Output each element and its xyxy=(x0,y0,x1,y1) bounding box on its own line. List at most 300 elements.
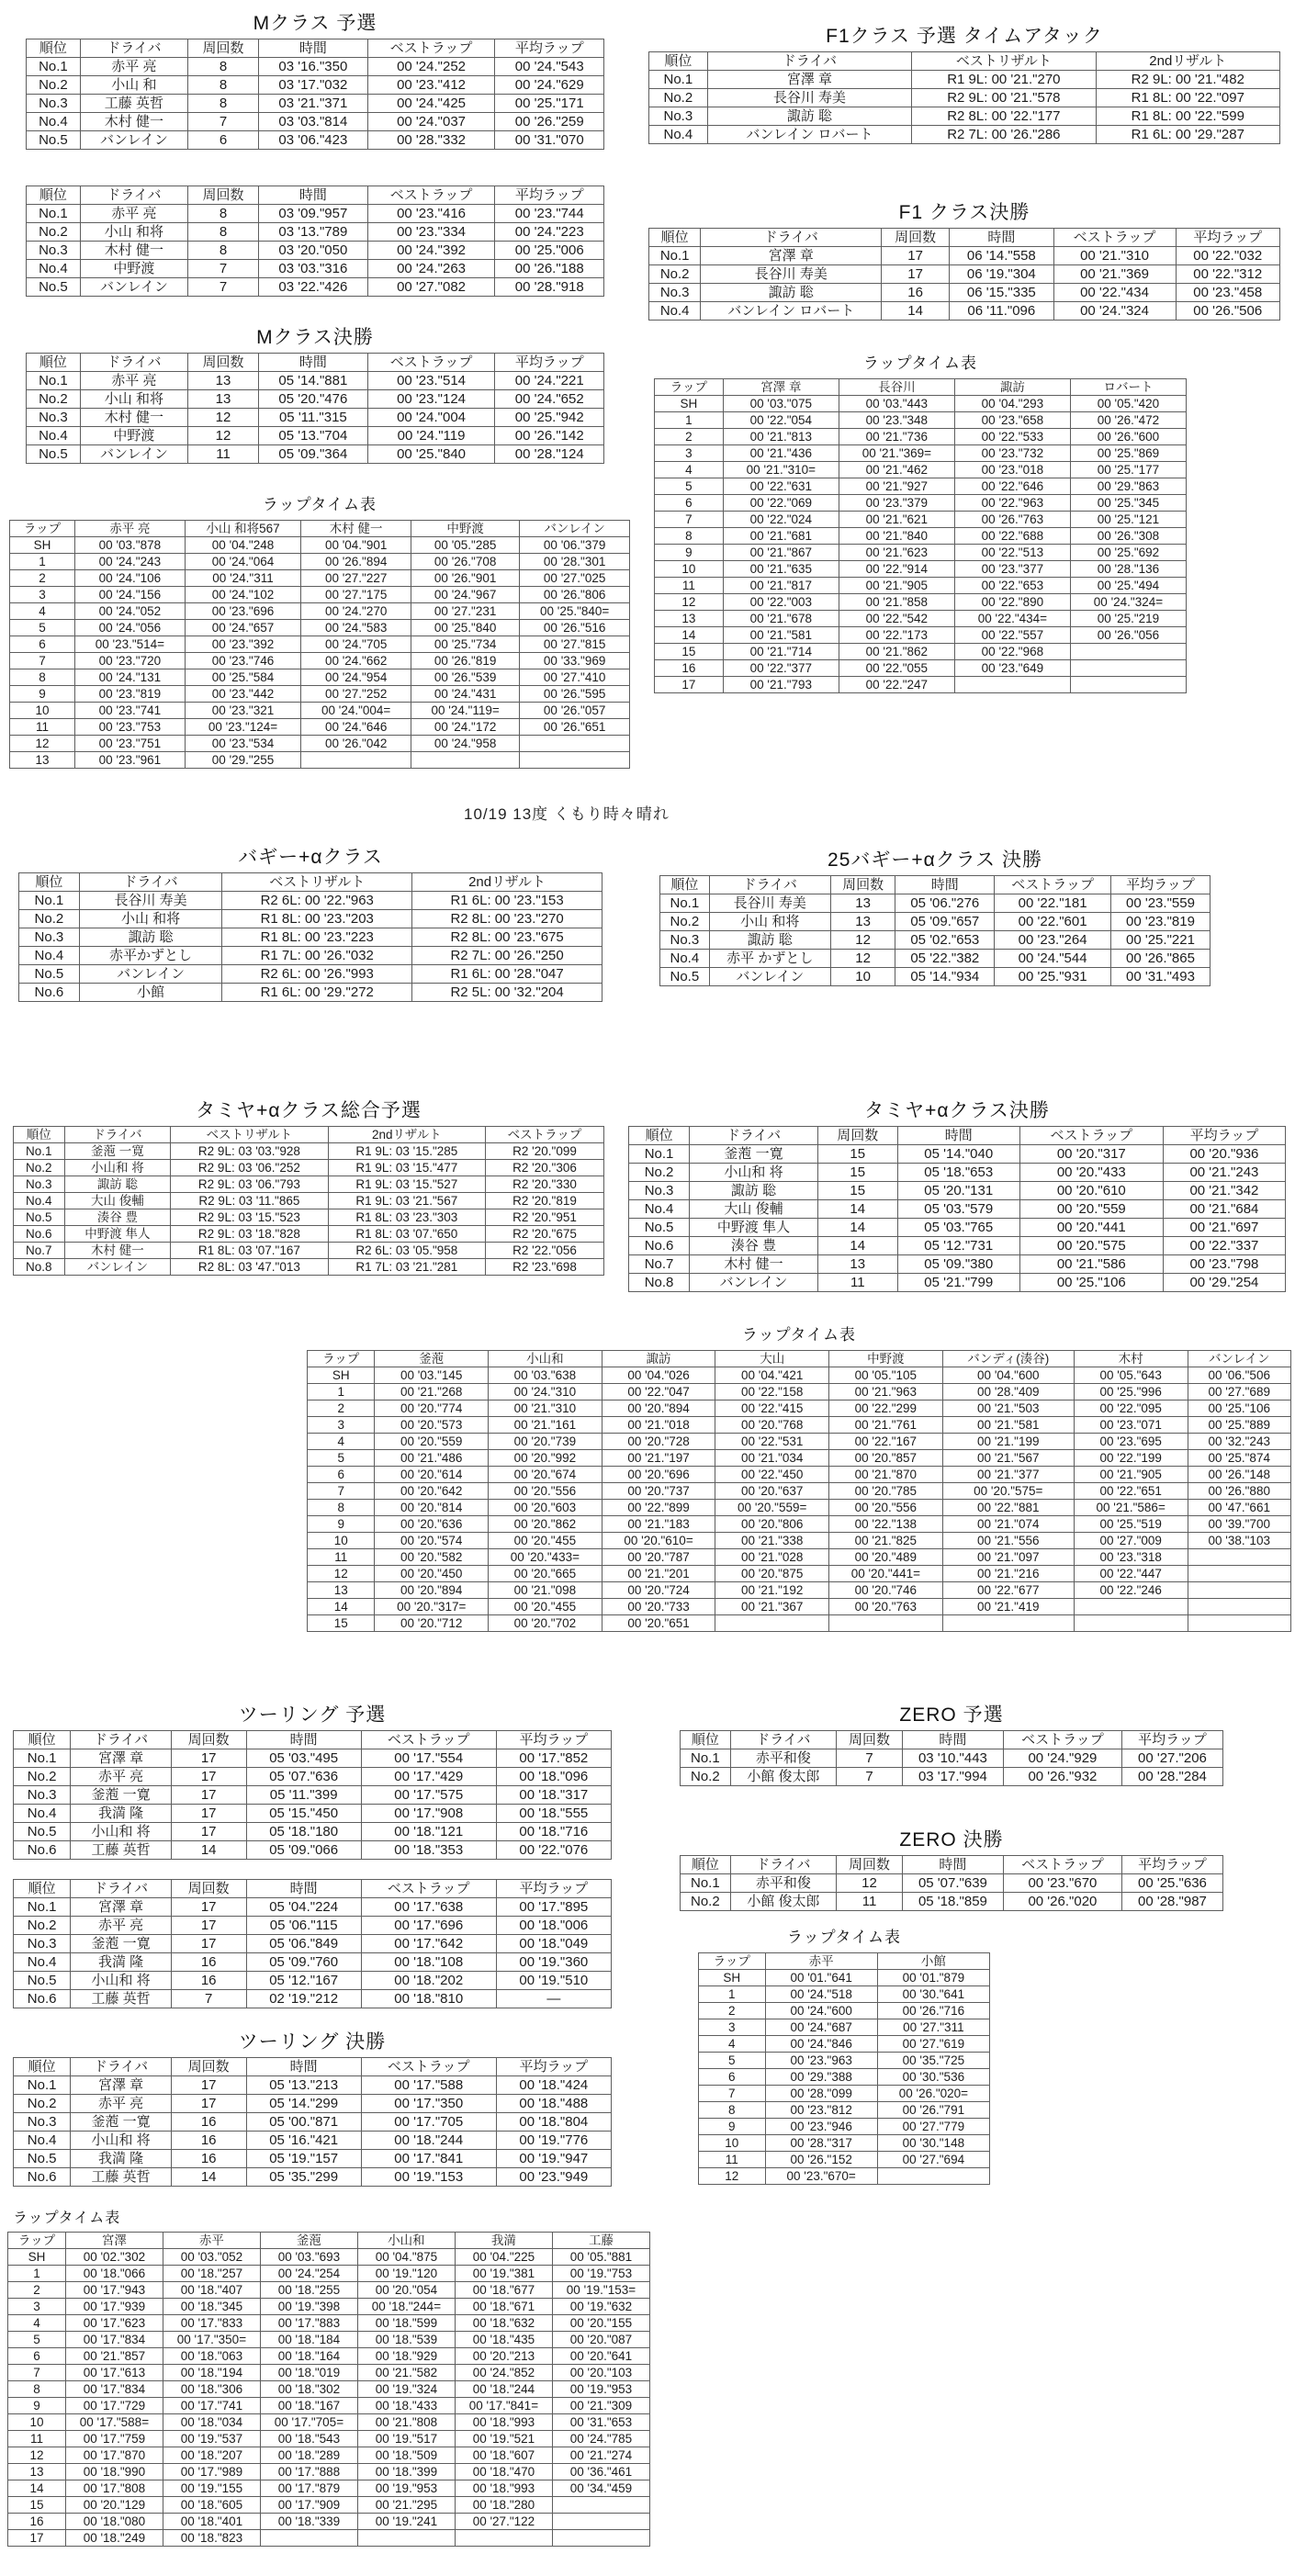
header-cell: ラップ xyxy=(655,379,724,396)
cell: 00 '23."658 xyxy=(954,412,1070,429)
cell: バンレイン ロバート xyxy=(701,302,882,321)
table-row xyxy=(629,1255,1286,1274)
table-row xyxy=(308,1450,1291,1467)
header-cell: 時間 xyxy=(902,1731,1003,1749)
table-row xyxy=(10,669,630,686)
cell: No.2 xyxy=(649,89,708,107)
cell: 00 '26."259 xyxy=(495,113,604,131)
cell: 00 '22."181 xyxy=(995,894,1111,913)
cell: 00 '24."583 xyxy=(301,620,411,636)
cell: 00 '18."993 xyxy=(455,2414,552,2431)
cell: 00 '24."102 xyxy=(185,587,301,603)
section-tamiya-laptimes xyxy=(307,1324,1291,1632)
table-row xyxy=(8,2266,650,2282)
table-row xyxy=(699,2102,990,2119)
cell: 赤平 かずとし xyxy=(709,950,830,968)
cell: 00 '22."246 xyxy=(1074,1582,1188,1599)
touring-laptimes-table xyxy=(7,2232,650,2547)
cell xyxy=(1074,1599,1188,1615)
cell: 00 '20."636 xyxy=(375,1516,489,1533)
cell: 00 '27."815 xyxy=(520,636,630,653)
header-row xyxy=(14,1127,604,1143)
table-row xyxy=(649,126,1280,144)
cell: 10 xyxy=(8,2414,66,2431)
cell: 00 '30."536 xyxy=(877,2069,989,2086)
cell: 06 '19."304 xyxy=(950,265,1053,284)
cell: 05 '06."849 xyxy=(246,1935,361,1953)
cell: 長谷川 寿美 xyxy=(79,892,222,910)
table-row xyxy=(14,1990,612,2008)
cell: 00 '19."324 xyxy=(357,2381,455,2398)
table-row xyxy=(8,2497,650,2514)
table-row xyxy=(14,1841,612,1860)
cell xyxy=(411,752,520,769)
cell: 00 '21."486 xyxy=(375,1450,489,1467)
cell: 00 '26."056 xyxy=(1070,627,1186,644)
cell: 工藤 英哲 xyxy=(71,1841,172,1860)
table-row xyxy=(649,284,1280,302)
cell: 03 '16."350 xyxy=(259,58,367,76)
cell: No.7 xyxy=(14,1243,65,1259)
touring-qualifying-1-table xyxy=(13,1730,612,1860)
cell: 00 '25."171 xyxy=(495,95,604,113)
cell: 00 '20."129 xyxy=(65,2497,163,2514)
cell: 00 '24."263 xyxy=(367,260,495,278)
f1-qualifying-title: F1クラス 予選 タイムアタック xyxy=(826,26,1103,47)
table-row xyxy=(308,1467,1291,1483)
table-row xyxy=(308,1533,1291,1549)
cell: No.1 xyxy=(27,58,81,76)
table-row xyxy=(629,1182,1286,1200)
touring-qualifying-2-table xyxy=(13,1879,612,2008)
cell: 00 '29."388 xyxy=(765,2069,877,2086)
cell: 00 '23."744 xyxy=(495,205,604,223)
cell: 05 '12."731 xyxy=(897,1237,1019,1255)
cell: 06 '11."096 xyxy=(950,302,1053,321)
cell: 00 '21."098 xyxy=(489,1582,602,1599)
cell: 10 xyxy=(655,561,724,578)
cell: 16 xyxy=(8,2514,66,2530)
cell: 12 xyxy=(187,409,258,427)
cell: 00 '25."106 xyxy=(1019,1274,1163,1292)
cell: No.4 xyxy=(14,2132,71,2150)
cell: 00 '20."787 xyxy=(602,1549,715,1566)
cell: 00 '21."367 xyxy=(715,1599,829,1615)
cell: 00 '26."188 xyxy=(495,260,604,278)
cell: 00 '17."834 xyxy=(65,2332,163,2348)
cell: 00 '18."401 xyxy=(163,2514,260,2530)
cell: 釜萢 一寛 xyxy=(690,1145,818,1164)
cell: 15 xyxy=(817,1182,897,1200)
m-class-final-title: Mクラス決勝 xyxy=(256,327,374,348)
tamiya-final xyxy=(628,1126,1286,1292)
cell: 00 '19."241 xyxy=(357,2514,455,2530)
cell: 00 '01."879 xyxy=(877,1970,989,1986)
table-row xyxy=(14,1935,612,1953)
cell: 14 xyxy=(655,627,724,644)
table-row xyxy=(14,1917,612,1935)
cell: 00 '20."702 xyxy=(489,1615,602,1632)
cell: 00 '24."544 xyxy=(995,950,1111,968)
section-touring-final xyxy=(13,2031,612,2187)
cell: 1 xyxy=(308,1384,375,1400)
cell: 00 '18."399 xyxy=(357,2464,455,2480)
cell: 17 xyxy=(171,2095,246,2113)
cell: 00 '29."254 xyxy=(1163,1274,1285,1292)
cell: 7 xyxy=(187,113,258,131)
cell: 00 '26."595 xyxy=(520,686,630,703)
header-row xyxy=(649,52,1280,71)
cell: 12 xyxy=(699,2168,766,2185)
cell: 00 '20."737 xyxy=(602,1483,715,1500)
cell: SH xyxy=(655,396,724,412)
cell: 00 '20."814 xyxy=(375,1500,489,1516)
table-row xyxy=(10,554,630,570)
cell: 00 '18."555 xyxy=(496,1805,611,1823)
header-cell: 周回数 xyxy=(830,876,895,894)
cell xyxy=(552,2497,649,2514)
cell: 00 '20."774 xyxy=(375,1400,489,1417)
cell: 00 '18."257 xyxy=(163,2266,260,2282)
header-cell: 木村 健一 xyxy=(301,521,411,537)
cell: 諏訪 聡 xyxy=(707,107,911,126)
header-cell: 時間 xyxy=(259,186,367,205)
cell: R2 5L: 00 '32."204 xyxy=(412,984,602,1002)
cell: 00 '19."381 xyxy=(455,2266,552,2282)
cell: No.2 xyxy=(629,1164,690,1182)
header-cell: ドライバ xyxy=(80,186,187,205)
cell: No.5 xyxy=(660,968,710,986)
cell: 00 '21."867 xyxy=(723,545,839,561)
table-row xyxy=(14,1226,604,1243)
cell: 00 '04."421 xyxy=(715,1367,829,1384)
cell: No.6 xyxy=(629,1237,690,1255)
header-cell: 時間 xyxy=(259,354,367,372)
cell: No.4 xyxy=(27,427,81,445)
cell: 00 '18."509 xyxy=(357,2447,455,2464)
m-class-qualifying-title: Mクラス 予選 xyxy=(253,13,377,34)
header-row xyxy=(10,521,630,537)
cell: 00 '17."705 xyxy=(361,2113,496,2132)
cell: 05 '06."276 xyxy=(895,894,995,913)
table-row xyxy=(699,1970,990,1986)
cell xyxy=(715,1615,829,1632)
header-cell: 我満 xyxy=(455,2233,552,2249)
cell: 1 xyxy=(8,2266,66,2282)
cell: 00 '24."270 xyxy=(301,603,411,620)
header-row xyxy=(699,1953,990,1970)
header-cell: 大山 xyxy=(715,1351,829,1367)
cell: 諏訪 聡 xyxy=(79,928,222,947)
zero-final-table xyxy=(680,1855,1223,1911)
header-cell: 平均ラップ xyxy=(496,2058,611,2076)
cell: 00 '21."963 xyxy=(829,1384,943,1400)
cell: 00 '17."588= xyxy=(65,2414,163,2431)
header-cell: ロバート xyxy=(1070,379,1186,396)
cell: 大山 俊輔 xyxy=(690,1200,818,1219)
cell: 00 '20."641 xyxy=(552,2348,649,2365)
cell: 12 xyxy=(830,931,895,950)
cell: 00 '18."289 xyxy=(260,2447,357,2464)
cell: R1 6L: 00 '28."047 xyxy=(412,965,602,984)
cell: 木村 健一 xyxy=(64,1243,171,1259)
table-row xyxy=(655,578,1187,594)
cell: 00 '17."852 xyxy=(496,1749,611,1768)
cell xyxy=(520,736,630,752)
cell: No.1 xyxy=(27,372,81,390)
touring-qualifying-2 xyxy=(13,1879,612,2008)
header-cell: 小山和 xyxy=(489,1351,602,1367)
touring-laptimes xyxy=(7,2232,650,2547)
header-cell: 赤平 亮 xyxy=(75,521,186,537)
header-cell: バンレイン xyxy=(1188,1351,1291,1367)
cell: 00 '20."768 xyxy=(715,1417,829,1434)
cell: 1 xyxy=(655,412,724,429)
header-cell: 周回数 xyxy=(882,229,950,247)
table-row xyxy=(655,660,1187,677)
cell: 05 '22."382 xyxy=(895,950,995,968)
cell: 03 '20."050 xyxy=(259,242,367,260)
cell: 00 '24."064 xyxy=(185,554,301,570)
cell: 00 '25."106 xyxy=(1188,1400,1291,1417)
zero-laptimes-table xyxy=(698,1952,990,2185)
cell: 00 '03."075 xyxy=(723,396,839,412)
cell: 00 '27."082 xyxy=(367,278,495,297)
section-m-class-final xyxy=(26,327,604,464)
cell: 00 '21."684 xyxy=(1163,1200,1285,1219)
cell: 00 '25."931 xyxy=(995,968,1111,986)
header-cell: ドライバ xyxy=(709,876,830,894)
cell: 00 '21."419 xyxy=(942,1599,1074,1615)
cell: No.6 xyxy=(14,1841,71,1860)
table-row xyxy=(10,603,630,620)
zero-laptimes xyxy=(698,1952,990,2185)
cell: R1 6L: 00 '29."272 xyxy=(222,984,412,1002)
header-cell: ドライバ xyxy=(71,1731,172,1749)
zero-qualifying xyxy=(680,1730,1223,1786)
cell: 00 '27."231 xyxy=(411,603,520,620)
cell: R2 9L: 03 '06."252 xyxy=(171,1160,328,1176)
cell: R2 9L: 00 '21."482 xyxy=(1096,71,1279,89)
cell: 00 '17."759 xyxy=(65,2431,163,2447)
cell: 00 '24."056 xyxy=(75,620,186,636)
cell: 17 xyxy=(8,2530,66,2547)
table-row xyxy=(655,412,1187,429)
cell xyxy=(552,2530,649,2547)
cell: 00 '19."537 xyxy=(163,2431,260,2447)
cell: 00 '22."434= xyxy=(954,611,1070,627)
table-row xyxy=(655,429,1187,445)
cell: 00 '20."433 xyxy=(1019,1164,1163,1182)
section-touring-laptimes xyxy=(7,2210,650,2547)
cell: 16 xyxy=(171,2150,246,2168)
cell: 00 '17."909 xyxy=(260,2497,357,2514)
cell: 00 '27."779 xyxy=(877,2119,989,2135)
cell: 00 '20."559= xyxy=(715,1500,829,1516)
section-tamiya-final xyxy=(628,1100,1286,1292)
cell: 00 '22."899 xyxy=(602,1500,715,1516)
cell: 05 '11."315 xyxy=(259,409,367,427)
table-row xyxy=(681,1749,1223,1768)
table-row xyxy=(629,1237,1286,1255)
cell: 00 '22."337 xyxy=(1163,1237,1285,1255)
cell: 00 '22."542 xyxy=(839,611,954,627)
header-cell: ベストラップ xyxy=(367,354,495,372)
cell: 00 '22."054 xyxy=(723,412,839,429)
m-class-laptimes xyxy=(9,520,630,769)
cell: 13 xyxy=(830,894,895,913)
cell: 00 '17."870 xyxy=(65,2447,163,2464)
cell: 00 '22."199 xyxy=(1074,1450,1188,1467)
cell: 00 '36."461 xyxy=(552,2464,649,2480)
header-cell: 平均ラップ xyxy=(495,354,604,372)
cell: 00 '20."651 xyxy=(602,1615,715,1632)
cell: 00 '24."119 xyxy=(367,427,495,445)
tamiya-laptimes-table xyxy=(307,1350,1291,1632)
cell: 00 '17."588 xyxy=(361,2076,496,2095)
cell: 00 '22."450 xyxy=(715,1467,829,1483)
cell: SH xyxy=(8,2249,66,2266)
cell: R2 9L: 03 '11."865 xyxy=(171,1193,328,1209)
cell: 00 '04."901 xyxy=(301,537,411,554)
cell: 4 xyxy=(8,2315,66,2332)
cell: 00 '18."167 xyxy=(260,2398,357,2414)
cell xyxy=(260,2530,357,2547)
cell: 00 '24."852 xyxy=(455,2365,552,2381)
cell: 00 '24."543 xyxy=(495,58,604,76)
tamiya-qualifying-title: タミヤ+αクラス総合予選 xyxy=(196,1100,422,1121)
cell: 00 '19."953 xyxy=(357,2480,455,2497)
cell: 00 '24."324 xyxy=(1053,302,1176,321)
cell: 00 '25."494 xyxy=(1070,578,1186,594)
table-row xyxy=(308,1434,1291,1450)
cell: 00 '21."586= xyxy=(1074,1500,1188,1516)
cell: 00 '22."167 xyxy=(829,1434,943,1450)
table-row xyxy=(27,113,604,131)
cell: 10 xyxy=(308,1533,375,1549)
header-cell: 周回数 xyxy=(171,1880,246,1898)
cell: 00 '18."280 xyxy=(455,2497,552,2514)
cell: R1 8L: 03 '23."303 xyxy=(328,1209,485,1226)
cell: No.5 xyxy=(14,1823,71,1841)
header-row xyxy=(27,39,604,58)
cell: No.1 xyxy=(660,894,710,913)
cell: 00 '17."705= xyxy=(260,2414,357,2431)
buggy-final-table xyxy=(659,875,1211,986)
tamiya-laptimes-title: ラップタイム表 xyxy=(741,1326,857,1344)
cell: 00 '23."963 xyxy=(765,2053,877,2069)
cell xyxy=(829,1615,943,1632)
cell: 00 '20."556 xyxy=(829,1500,943,1516)
cell: 00 '23."559 xyxy=(1110,894,1210,913)
cell: 00 '22."447 xyxy=(1074,1566,1188,1582)
cell: No.1 xyxy=(649,71,708,89)
cell: 14 xyxy=(817,1219,897,1237)
cell: 00 '03."878 xyxy=(75,537,186,554)
header-cell: 平均ラップ xyxy=(1121,1731,1222,1749)
cell: 00 '18."006 xyxy=(496,1917,611,1935)
cell: 00 '20."862 xyxy=(489,1516,602,1533)
cell: 8 xyxy=(308,1500,375,1516)
cell: 05 '20."131 xyxy=(897,1182,1019,1200)
cell: 00 '19."953 xyxy=(552,2381,649,2398)
cell: 00 '23."379 xyxy=(839,495,954,512)
cell: 00 '26."148 xyxy=(1188,1467,1291,1483)
cell: 釜萢 一寛 xyxy=(71,1786,172,1805)
cell: No.3 xyxy=(19,928,80,947)
cell: 00 '30."148 xyxy=(877,2135,989,2152)
cell xyxy=(877,2168,989,2185)
cell: 05 '09."760 xyxy=(246,1953,361,1972)
cell: 00 '24."131 xyxy=(75,669,186,686)
cell: 06 '15."335 xyxy=(950,284,1053,302)
cell: 諏訪 聡 xyxy=(701,284,882,302)
cell: 8 xyxy=(187,76,258,95)
cell: R2 7L: 00 '26."286 xyxy=(912,126,1096,144)
cell: 05 '03."579 xyxy=(897,1200,1019,1219)
cell: 中野渡 隼人 xyxy=(64,1226,171,1243)
header-cell: 平均ラップ xyxy=(1121,1856,1222,1874)
cell: 6 xyxy=(8,2348,66,2365)
cell: 00 '23."458 xyxy=(1176,284,1280,302)
cell: 17 xyxy=(882,265,950,284)
header-cell: 平均ラップ xyxy=(495,186,604,205)
cell: 00 '18."993 xyxy=(455,2480,552,2497)
cell: 17 xyxy=(171,1768,246,1786)
cell: 00 '02."302 xyxy=(65,2249,163,2266)
m-class-qualifying-2-table xyxy=(26,186,604,297)
table-row xyxy=(10,736,630,752)
cell: 00 '26."308 xyxy=(1070,528,1186,545)
cell: 00 '24."657 xyxy=(185,620,301,636)
cell: 2 xyxy=(699,2003,766,2019)
cell: 7 xyxy=(171,1990,246,2008)
cell: 00 '24."652 xyxy=(495,390,604,409)
cell: 湊谷 豊 xyxy=(690,1237,818,1255)
cell: 00 '23."746 xyxy=(185,653,301,669)
cell: 03 '17."994 xyxy=(902,1768,1003,1786)
cell: 00 '19."120 xyxy=(357,2266,455,2282)
cell: 7 xyxy=(837,1749,903,1768)
cell: R2 9L: 03 '06."793 xyxy=(171,1176,328,1193)
cell: 00 '26."806 xyxy=(520,587,630,603)
cell: 5 xyxy=(308,1450,375,1467)
cell: 05 '19."157 xyxy=(246,2150,361,2168)
cell: 00 '20."603 xyxy=(489,1500,602,1516)
cell: 00 '21."825 xyxy=(829,1533,943,1549)
cell: R1 9L: 03 '15."527 xyxy=(328,1176,485,1193)
header-cell: ドライバ xyxy=(80,354,187,372)
header-cell: ドライバ xyxy=(71,1880,172,1898)
cell: 05 '21."799 xyxy=(897,1274,1019,1292)
cell: 大山 俊輔 xyxy=(64,1193,171,1209)
cell: 00 '24."052 xyxy=(75,603,186,620)
cell: 00 '18."244 xyxy=(455,2381,552,2398)
cell: 長谷川 寿美 xyxy=(709,894,830,913)
cell: 00 '23."819 xyxy=(75,686,186,703)
cell: 03 '21."371 xyxy=(259,95,367,113)
header-row xyxy=(14,1880,612,1898)
cell: 00 '22."377 xyxy=(723,660,839,677)
header-row xyxy=(681,1731,1223,1749)
cell: バンレイン xyxy=(80,278,187,297)
cell: 6 xyxy=(655,495,724,512)
cell: 00 '20."455 xyxy=(489,1599,602,1615)
cell: 00 '23."318 xyxy=(1074,1549,1188,1566)
cell: 木村 健一 xyxy=(80,409,187,427)
cell: 00 '26."600 xyxy=(1070,429,1186,445)
cell: R2 '23."698 xyxy=(486,1259,604,1276)
